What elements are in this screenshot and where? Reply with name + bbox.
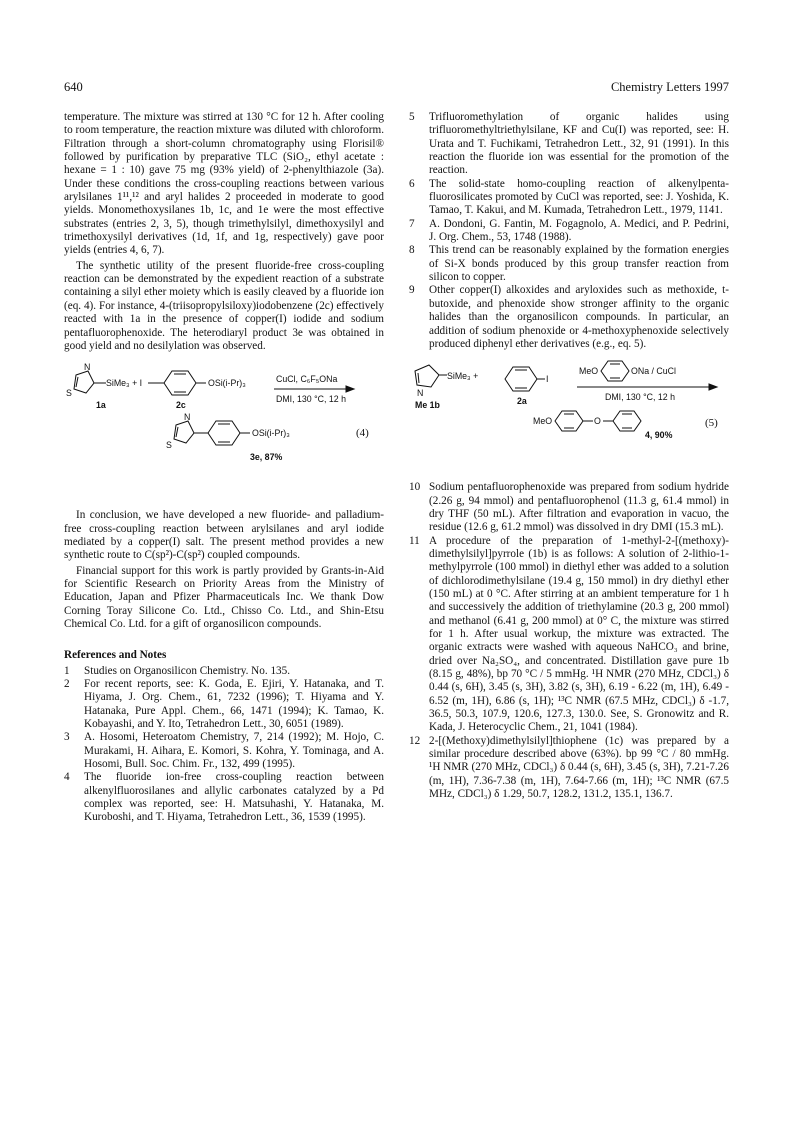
conditions-ona-cucl: ONa / CuCl	[631, 366, 676, 377]
conditions-top: CuCl, C₆F₅ONa	[276, 374, 338, 385]
reference-item: 8 This trend can be reasonably explained by the formation energies of Si-X bonds produced by this group transfer reaction from silicon to copper.	[409, 244, 729, 284]
left-column	[64, 111, 384, 825]
scheme-eq5	[409, 357, 729, 469]
label-1a: 1a	[96, 400, 106, 411]
reference-item: 11 A procedure of the preparation of 1-methyl-2-[(methoxy)-dimethylsilyl]pyrrole (1b) is as follows: A solution of 2-lithio-1-methylpyrrole (100 mmol) in diethyl ether was added to a solution of dichlorodimethylsilane (19.4 g, 150 mmol) in dry diethyl ether (150 mL) at 0 °C. After stirring at an ambient temperature for 1 h and successively the addition of triethylamine (20.3 g, 200 mmol) and methanol (6.41 g, 200 mmol) at 0° C, the mixture was stirred for 1 h. After usual workup, the mixture was extracted. The organic extracts were washed with aqueous NaHCO₃ and brine, dried over Na₂SO₄, and concentrated. Distillation gave pure 1b (8.15 g, 48%), bp 70 °C / 5 mmHg. ¹H NMR (270 MHz, CDCl₃) δ 0.44 (s, 6H), 3.45 (s, 3H), 3.82 (s, 3H), 6.19 - 6.22 (m, 1H), 6.49 - 6.52 (m, 1H), 6.86 (s, 1H); ¹³C NMR (67.5 MHz, CDCl₃) δ -1.7, 36.5, 50.3, 107.9, 120.6, 127.3, 130.0. See, S. Gronowitz and R. Kada, J. Heterocyclic Chem., 21, 1041 (1984).	[409, 534, 729, 734]
reagent-2c: OSi(i-Pr)₃	[208, 378, 246, 389]
product-3e: OSi(i-Pr)₃	[252, 428, 290, 439]
reference-item: 5 Trifluoromethylation of organic halides using trifluoromethyltriethylsilane, KF and Cu(I) was reported, see: H. Urata and T. Fuchikami, Tetrahedron Lett., 32, 91 (1991). In this reaction the fluoride ion was essential for the promotion of the reaction.	[409, 111, 729, 177]
reference-item: 9 Other copper(I) alkoxides and aryloxides such as methoxide, t-butoxide, and phenoxide show stronger affinity to the organic halides than the organosilicon compounds. In particular, an addition of sodium phenoxide or 4-methoxyphenoxide selectively produced diphenyl ether derivatives (e.g., eq. 5).	[409, 284, 729, 350]
reagent-2a: I	[546, 374, 549, 385]
scheme-eq4	[64, 363, 384, 491]
atom-s: S	[66, 388, 72, 399]
label-2c: 2c	[176, 400, 186, 411]
label-2a: 2a	[517, 396, 527, 407]
reference-item: 2 For recent reports, see: K. Goda, E. Ejiri, Y. Hatanaka, and T. Hiyama, J. Org. Chem., 61, 7232 (1996); T. Hiyama and Y. Hatanaka, Pure Appl. Chem., 66, 1471 (1994); K. Tamao, K. Kobayashi, and Y. Ito, Tetrahedron Lett., 30, 6051 (1989).	[64, 677, 384, 730]
conditions-bottom: DMI, 130 °C, 12 h	[276, 394, 347, 405]
atom-n: N	[417, 388, 424, 399]
paragraph-2: The synthetic utility of the present fluoride-free cross-coupling reaction can be demonstrated by the expedient reaction of a substrate containing a silyl ether moiety which is easily cleaved by a fluoride ion (eq. 4). For instance, 4-(triisopropylsiloxy)iodobenzene (2c) effectively reacted with 1a in the presence of copper(I) iodide and sodium pentafluorophenoxide. The heterodiaryl product 3e was obtained in good yield and no desilylation was observed.	[64, 259, 384, 352]
reference-item: 12 2-[(Methoxy)dimethylsilyl]thiophene (1c) was prepared by a similar procedure described above (63%). bp 99 °C / 80 mmHg. ¹H NMR (270 MHz, CDCl₃) δ 0.44 (s, 6H), 3.45 (s, 3H), 7.21-7.26 (m, 1H), 7.36-7.38 (m, 1H), 7.64-7.66 (m, 1H); ¹³C NMR (67.5 MHz, CDCl₃) δ 1.29, 50.7, 128.2, 131.2, 135.1, 136.7.	[409, 734, 729, 801]
journal-name: Chemistry Letters 1997	[610, 80, 729, 94]
label-1b: Me 1b	[415, 400, 440, 411]
product-atom-s: S	[166, 440, 172, 451]
right-column	[409, 111, 729, 801]
reference-item: 3 A. Hosomi, Heteroatom Chemistry, 7, 214 (1992); M. Hojo, C. Murakami, H. Aihara, E. Komori, S. Kohra, Y. Tominaga, and A. Hosomi, Bull. Soc. Chim. Fr., 132, 499 (1995).	[64, 731, 384, 771]
reagent-1b: SiMe₃ +	[447, 371, 479, 382]
reference-item: 10 Sodium pentafluorophenoxide was prepared from sodium hydride (2.26 g, 94 mmol) and pentafluorophenol (11.3 g, 61.4 mmol) in dry THF (50 mL). After filtration and evaporation in vacuo, the residue (12.6 g, 61.2 mmol) was dissolved in dry DMI (15.3 mL).	[409, 481, 729, 534]
equation-number: (4)	[356, 427, 369, 440]
product-meo: MeO	[533, 416, 553, 427]
atom-n: N	[84, 362, 91, 373]
reference-item: 4 The fluoride ion-free cross-coupling reaction between alkenylfluorosilanes and allylic carbonates catalyzed by a Pd complex was reported, see: H. Matsuhashi, Y. Hatanaka, M. Kuroboshi, and T. Hiyama, Tetrahedron Lett., 36, 1539 (1995).	[64, 771, 384, 824]
reagent-1a: SiMe₃ + I	[106, 378, 143, 389]
paragraph-acknowledgement: Financial support for this work is partly provided by Grants-in-Aid for Scientific Research on Priority Areas from the Ministry of Education, Japan and Pfizer Pharmaceuticals Inc. We thank Dow Corning Toray Silicone Co. Ltd., Chisso Co. Ltd., and Shin-Etsu Chemical Co. Ltd. for a gift of organosilicon compounds.	[64, 564, 384, 630]
product-oxygen: O	[594, 416, 601, 427]
conditions-bottom: DMI, 130 °C, 12 h	[605, 392, 676, 403]
paragraph-conclusion: In conclusion, we have developed a new fluoride- and palladium-free cross-coupling reaction between arylsilanes and aryl iodide mediated by a copper(I) salt. The present method provides a new synthetic route to C(sp²)-C(sp²) coupled compounds.	[64, 509, 384, 562]
product-label: 4, 90%	[645, 430, 673, 441]
product-label: 3e, 87%	[250, 452, 283, 463]
equation-number: (5)	[705, 417, 718, 430]
conditions-meo: MeO	[579, 366, 599, 377]
page-number: 640	[64, 80, 83, 94]
reference-item: 7 A. Dondoni, G. Fantin, M. Fogagnolo, A. Medici, and P. Pedrini, J. Org. Chem., 53, 1748 (1988).	[409, 217, 729, 244]
references-heading: References and Notes	[64, 649, 167, 662]
product-atom-n: N	[184, 412, 191, 423]
paragraph-1: temperature. The mixture was stirred at 130 °C for 12 h. After cooling to room temperature, the reaction mixture was diluted with chloroform. Filtration through a short-column chromatography using Florisil® followed by purification by preparative TLC (SiO₂, ethyl acetate : hexane = 1 : 10) gave 75 mg (93% yield) of 2-phenylthiazole (3a). Under these conditions the cross-coupling reactions between various arylsilanes 1¹¹,¹² and aryl halides 2 proceeded in moderate to good yields. Monomethoxysilanes 1b, 1c, and 1e were the most effective substrates (entries 2, 3, 5), though trimethylsilyl, dimethoxysilyl and trimethoxysilyl derivatives (1d, 1f, and 1g, respectively) gave poor yields (entries 4, 6, 7).	[64, 111, 384, 257]
reference-item: 6 The solid-state homo-coupling reaction of alkenylpenta-fluorosilicates promoted by CuCl was reported, see: J. Yoshida, K. Tamao, T. Kakui, and M. Kumada, Tetrahedron Lett., 1979, 1141.	[409, 177, 729, 217]
reference-item: 1 Studies on Organosilicon Chemistry. No. 135.	[64, 664, 291, 677]
